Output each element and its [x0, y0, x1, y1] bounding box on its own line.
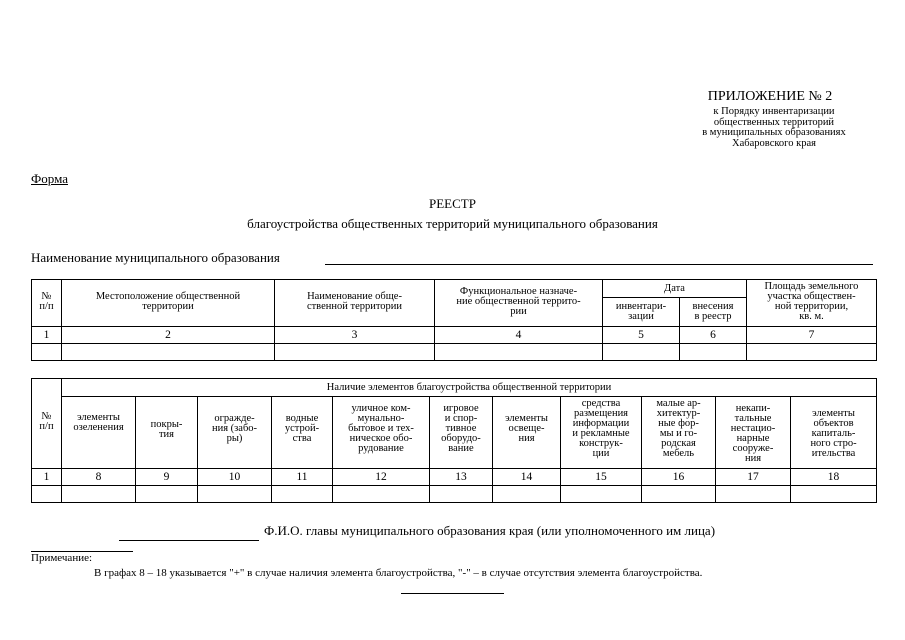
column-number: 2	[62, 327, 275, 344]
header-pavement: покры- тия	[136, 397, 198, 469]
column-number: 14	[493, 469, 561, 486]
table-cell[interactable]	[333, 486, 430, 503]
table-cell[interactable]	[430, 486, 493, 503]
registry-subtitle: благоустройства общественных территорий муниципального образования	[247, 216, 658, 231]
appendix-title: ПРИЛОЖЕНИЕ № 2	[707, 89, 833, 104]
header-play-sport-equipment: игровое и спор- тивное оборудо- вание	[430, 397, 493, 469]
header-row-number: № п/п	[32, 379, 62, 469]
end-rule	[401, 593, 504, 594]
column-number: 17	[716, 469, 791, 486]
header-greening: элементы озеленения	[62, 397, 136, 469]
table-cell[interactable]	[32, 344, 62, 361]
column-number: 5	[603, 327, 680, 344]
appendix-line: общественных территорий	[713, 116, 835, 128]
column-number: 15	[561, 469, 642, 486]
table-cell[interactable]	[62, 344, 275, 361]
header-water-devices: водные устрой- ства	[272, 397, 333, 469]
header-elements-group: Наличие элементов благоустройства общественной территории	[62, 379, 877, 397]
header-entry-date: внесения в реестр	[680, 298, 747, 327]
table-cell[interactable]	[275, 344, 435, 361]
table-cell[interactable]	[198, 486, 272, 503]
column-number: 18	[791, 469, 877, 486]
column-number: 8	[62, 469, 136, 486]
table-cell[interactable]	[603, 344, 680, 361]
signature-label: Ф.И.О. главы муниципального образования края (или уполномоченного им лица)	[264, 523, 716, 538]
header-non-capital-structures: некапи- тальные нестацио- нарные сооруже- ния	[716, 397, 791, 469]
table-row	[32, 486, 877, 503]
column-number: 13	[430, 469, 493, 486]
table-cell[interactable]	[136, 486, 198, 503]
table-cell[interactable]	[680, 344, 747, 361]
municipality-label: Наименование муниципального образования	[31, 250, 280, 265]
table-cell[interactable]	[716, 486, 791, 503]
registry-table-1	[31, 279, 877, 361]
header-utility-equipment: уличное ком- мунально- бытовое и тех- ническое обо- рудование	[333, 397, 430, 469]
header-capital-construction: элементы объектов капиталь- ного стро- ительства	[791, 397, 877, 469]
column-number: 1	[32, 469, 62, 486]
table-row	[32, 344, 877, 361]
column-number: 7	[747, 327, 877, 344]
appendix-line: к Порядку инвентаризации	[713, 106, 835, 117]
signature-fill-line	[119, 540, 259, 541]
column-number: 11	[272, 469, 333, 486]
table-cell[interactable]	[493, 486, 561, 503]
table-cell[interactable]	[791, 486, 877, 503]
table-cell[interactable]	[561, 486, 642, 503]
note-text: В графах 8 – 18 указывается "+" в случае наличия элемента благоустройства, "-" – в случае отсутствия элемента благоустройства.	[94, 567, 703, 579]
column-number: 10	[198, 469, 272, 486]
appendix-line: в муниципальных образованиях	[702, 127, 846, 138]
registry-title: РЕЕСТР	[429, 196, 476, 211]
municipality-fill-line	[325, 264, 873, 265]
header-small-architectural-forms: малые ар- хитектур- ные фор- мы и го- родская мебель	[642, 397, 716, 469]
table-cell[interactable]	[32, 486, 62, 503]
header-function: Функциональное назначе- ние общественной террито- рии	[435, 280, 603, 327]
column-number: 16	[642, 469, 716, 486]
column-number: 1	[32, 327, 62, 344]
column-number-row	[32, 327, 877, 344]
header-date: Дата	[603, 280, 747, 298]
appendix-subtitle	[640, 107, 905, 149]
table-cell[interactable]	[642, 486, 716, 503]
note-label: Примечание:	[31, 552, 93, 564]
column-number: 9	[136, 469, 198, 486]
table-cell[interactable]	[747, 344, 877, 361]
header-inventory-date: инвентари- зации	[603, 298, 680, 327]
form-label: Форма	[31, 171, 68, 186]
column-number: 12	[333, 469, 430, 486]
header-location: Местоположение общественной территории	[62, 280, 275, 327]
registry-table-2	[31, 378, 877, 503]
header-lighting: элементы освеще- ния	[493, 397, 561, 469]
header-info-advertising: средства размещения информации и рекламные конструк- ции	[561, 397, 642, 469]
column-number: 3	[275, 327, 435, 344]
header-territory-name: Наименование обще- ственной территории	[275, 280, 435, 327]
header-fences: огражде- ния (забо- ры)	[198, 397, 272, 469]
column-number: 6	[680, 327, 747, 344]
table-cell[interactable]	[62, 486, 136, 503]
table-cell[interactable]	[272, 486, 333, 503]
appendix-line: Хабаровского края	[732, 137, 816, 149]
column-number-row	[32, 469, 877, 486]
table-cell[interactable]	[435, 344, 603, 361]
header-area: Площадь земельного участка обществен- ной территории, кв. м.	[747, 280, 877, 327]
column-number: 4	[435, 327, 603, 344]
header-row-number: № п/п	[32, 280, 62, 327]
